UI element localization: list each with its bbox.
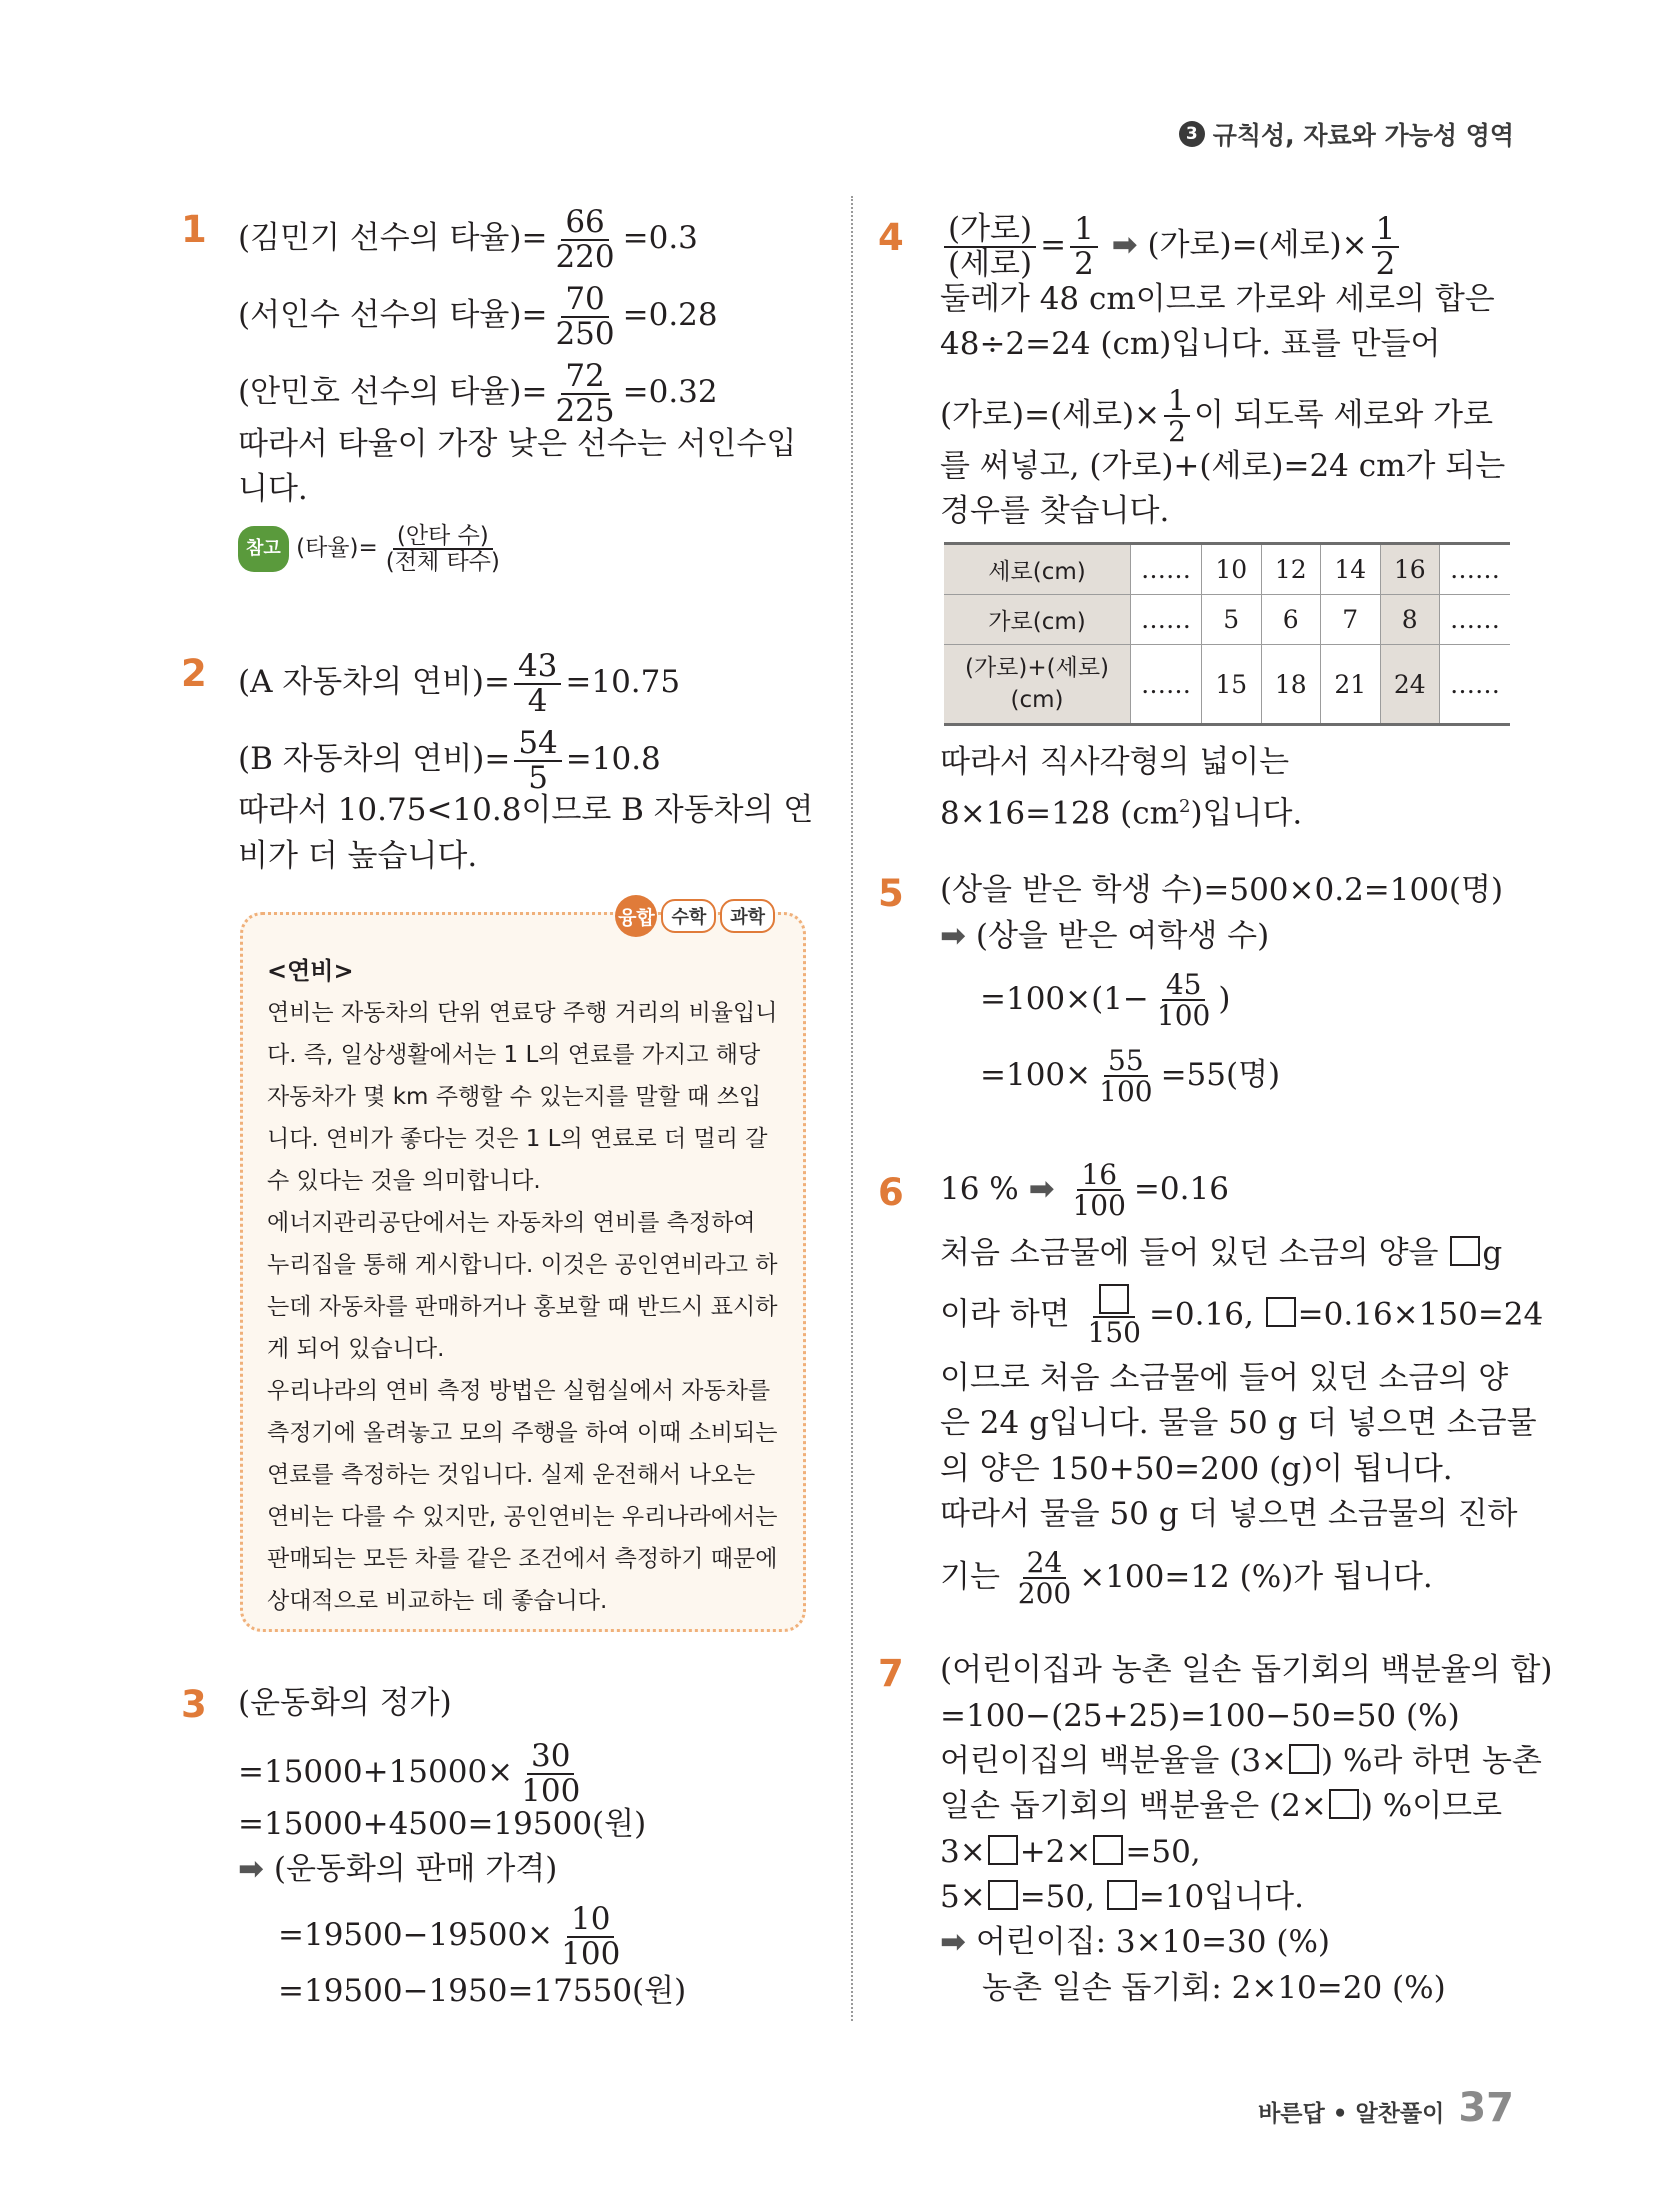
blank-box — [1450, 1236, 1480, 1266]
q2-line-1: (A 자동차의 연비)= $\frac{43}{4}$ =10.75 — [238, 648, 681, 719]
q4-line-1: $\frac{\text{(가로)}}{\text{(세로)}}$ = $\frac{1}{2}$ ➡ (가로)=(세로)× $\frac{1}{2}$ — [940, 213, 1403, 280]
q4-table — [944, 542, 1510, 726]
q5-line-2: ➡ (상을 받은 여학생 수) — [940, 918, 1270, 954]
highlighted-cell: 16 — [1380, 544, 1440, 595]
arrow-icon: ➡ — [940, 918, 966, 954]
q2-line-4: 비가 더 높습니다. — [238, 838, 478, 874]
q7-line-4: 일손 돕기회의 백분율은 (2× ) %이므로 — [940, 1788, 1503, 1824]
question-number-2: 2 — [181, 652, 207, 695]
q7-line-8: 농촌 일손 돕기회: 2×10=20 (%) — [982, 1970, 1446, 2006]
q7-line-6: 5× =50, =10입니다. — [940, 1879, 1304, 1915]
q4-line-3: 48÷2=24 (cm)입니다. 표를 만들어 — [940, 326, 1441, 362]
arrow-icon: ➡ — [1111, 227, 1138, 264]
q3-line-5: =19500−19500× $\frac{10}{100}$ — [278, 1901, 621, 1972]
info-paragraph-3: 우리나라의 연비 측정 방법은 실험실에서 자동차를 측정기에 올려놓고 모의 주행을 하여 이때 소비되는 연료를 측정하는 것입니다. 실제 운전해서 나오는 연비는 다를 수 있지만, 공인연비는 우리나라에서는 판매되는 모든 차를 같은 조건에서 측정하기 때문에 상대적으로 비교하는 데 좋습니다. — [267, 1378, 778, 1614]
arrow-icon: ➡ — [940, 1924, 966, 1960]
q6-line-5: 은 24 g입니다. 물을 50 g 더 넣으면 소금물 — [940, 1405, 1537, 1441]
question-number-1: 1 — [181, 208, 207, 251]
question-number-7: 7 — [878, 1652, 904, 1695]
page-number: 37 — [1458, 2085, 1514, 2131]
q3-line-4: ➡ (운동화의 판매 가격) — [238, 1851, 558, 1887]
subject-tag — [615, 895, 775, 937]
info-title: <연비> — [267, 957, 354, 985]
q6-line-2: 처음 소금물에 들어 있던 소금의 양을 g — [940, 1235, 1503, 1271]
question-number-4: 4 — [878, 216, 904, 259]
row-header: (가로)+(세로) (cm) — [944, 645, 1131, 725]
q6-line-1: 16 % ➡ $\frac{16}{100}$ =0.16 — [940, 1158, 1229, 1223]
q7-line-7: ➡ 어린이집: 3×10=30 (%) — [940, 1924, 1330, 1960]
table-row: 가로(cm) …… 5 6 7 8 …… — [944, 595, 1510, 645]
q5-line-3: =100×(1− $\frac{45}{100}$ ) — [980, 968, 1231, 1033]
column-divider — [851, 196, 853, 2021]
arrow-icon: ➡ — [238, 1851, 264, 1887]
q1-line-5: 니다. — [238, 471, 308, 507]
q1-line-2: (서인수 선수의 타율)= $\frac{70}{250}$ =0.28 — [238, 281, 718, 352]
question-number-5: 5 — [878, 872, 904, 915]
q1-line-4: 따라서 타율이 가장 낮은 선수는 서인수입 — [238, 426, 797, 462]
blank-box — [1266, 1297, 1296, 1327]
highlighted-cell: 8 — [1380, 595, 1440, 645]
info-paragraph-2: 에너지관리공단에서는 자동차의 연비를 측정하여 누리집을 통해 게시합니다. 이것은 공인연비라고 하는데 자동차를 판매하거나 홍보할 때 반드시 표시하게 되어 있습니다. — [267, 1210, 778, 1362]
q6-line-7: 따라서 물을 50 g 더 넣으면 소금물의 진하 — [940, 1496, 1518, 1532]
table-row: (가로)+(세로) (cm) …… 15 18 21 24 …… — [944, 645, 1510, 725]
arrow-icon: ➡ — [1028, 1170, 1055, 1207]
q4-line-8: 8×16=128 $(cm^2)$입니다. — [940, 795, 1303, 832]
table-row: 세로(cm) …… 10 12 14 16 …… — [944, 544, 1510, 595]
blank-box — [1093, 1835, 1123, 1865]
blank-box — [988, 1880, 1018, 1910]
q6-line-6: 의 양은 150+50=200 (g)이 됩니다. — [940, 1451, 1453, 1487]
q3-line-6: =19500−1950=17550(원) — [278, 1973, 687, 2009]
highlighted-cell: 24 — [1380, 645, 1440, 725]
q3-line-2: =15000+15000× $\frac{30}{100}$ — [238, 1738, 581, 1809]
q7-line-2: =100−(25+25)=100−50=50 (%) — [940, 1698, 1460, 1734]
row-header: 가로(cm) — [944, 595, 1131, 645]
q6-line-3: 이라 하면 150 =0.16, =0.16×150=24 — [940, 1284, 1543, 1348]
q1-line-3: (안민호 선수의 타율)= $\frac{72}{225}$ =0.32 — [238, 358, 718, 429]
q2-line-3: 따라서 10.75<10.8이므로 B 자동차의 연 — [238, 792, 814, 828]
info-paragraph-1: 연비는 자동차의 단위 연료당 주행 거리의 비율입니다. 즉, 일상생활에서는 1 L의 연료를 가지고 해당 자동차가 몇 km 주행할 수 있는지를 말할 때 쓰입니다. 연비가 좋다는 것은 1 L의 연료로 더 멀리 갈 수 있다는 것을 의미합니다. — [267, 1000, 778, 1194]
row-header: 세로(cm) — [944, 544, 1131, 595]
q4-line-6: 경우를 찾습니다. — [940, 493, 1170, 529]
subject-math-tag: 수학 — [661, 899, 716, 933]
q6-line-4: 이므로 처음 소금물에 들어 있던 소금의 양 — [940, 1360, 1509, 1396]
question-number-6: 6 — [878, 1171, 904, 1214]
note-badge: 참고 — [238, 526, 289, 572]
blank-box — [1107, 1880, 1137, 1910]
q7-line-1: (어린이집과 농촌 일손 돕기회의 백분율의 합) — [940, 1652, 1553, 1688]
q4-line-7: 따라서 직사각형의 넓이는 — [940, 744, 1290, 780]
q3-line-1: (운동화의 정가) — [238, 1685, 452, 1721]
q1-note: 참고 (타율)= $\frac{\text{(안타 수)}}{\text{(전체 타수)}}$ — [238, 524, 508, 574]
page-footer — [1258, 2085, 1514, 2131]
fusion-badge: 융합 — [615, 895, 657, 937]
q5-line-1: (상을 받은 학생 수)=500×0.2=100(명) — [940, 872, 1504, 908]
section-title: 규칙성, 자료와 가능성 영역 — [1212, 121, 1514, 150]
blank-box — [1289, 1744, 1319, 1774]
section-header — [1179, 116, 1514, 152]
blank-box — [1099, 1284, 1129, 1314]
blank-box — [988, 1835, 1018, 1865]
q6-line-8: 기는 $\frac{24}{200}$ ×100=12 (%)가 됩니다. — [940, 1546, 1433, 1611]
q4-line-4: (가로)=(세로)× $\frac{1}{2}$ 이 되도록 세로와 가로 — [940, 384, 1494, 449]
section-number-badge: 3 — [1179, 121, 1205, 147]
question-number-3: 3 — [181, 1683, 207, 1726]
subject-science-tag: 과학 — [720, 899, 775, 933]
q4-line-2: 둘레가 48 cm이므로 가로와 세로의 합은 — [940, 281, 1495, 317]
q5-line-4: =100× $\frac{55}{100}$ =55(명) — [980, 1044, 1281, 1109]
q4-line-5: 를 써넣고, (가로)+(세로)=24 cm가 되는 — [940, 448, 1506, 484]
footer-label: 바른답 • 알찬풀이 — [1258, 2101, 1445, 2127]
q3-line-3: =15000+4500=19500(원) — [238, 1806, 647, 1842]
blank-box — [1329, 1789, 1359, 1819]
q7-line-5: 3× +2× =50, — [940, 1834, 1201, 1870]
q7-line-3: 어린이집의 백분율을 (3× ) %라 하면 농촌 — [940, 1743, 1542, 1779]
info-box-fuel-efficiency — [240, 906, 806, 1632]
q1-line-1: (김민기 선수의 타율)= $\frac{66}{220}$ =0.3 — [238, 204, 698, 275]
q2-line-2: (B 자동차의 연비)= $\frac{54}{5}$ =10.8 — [238, 725, 661, 796]
